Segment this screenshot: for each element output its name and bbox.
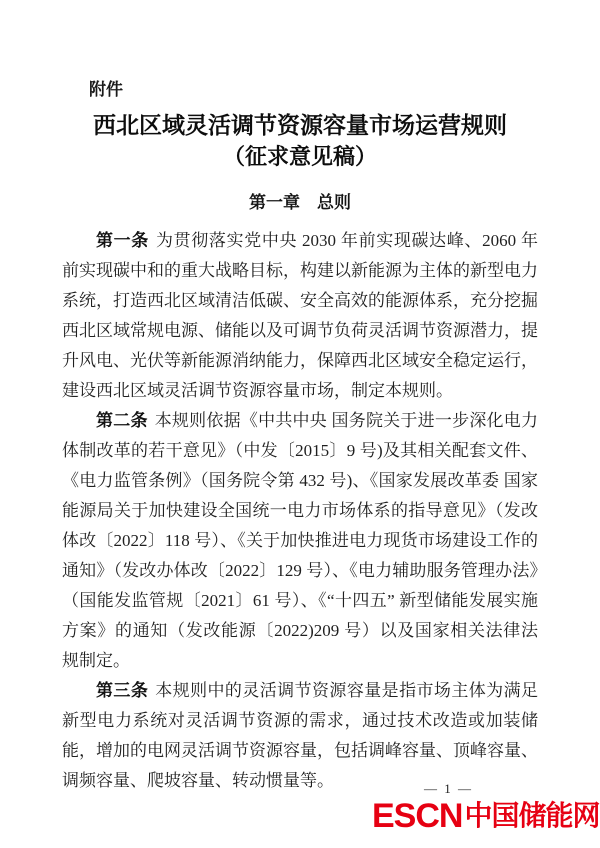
article-1-text: 为贯彻落实党中央 2030 年前实现碳达峰、2060 年前实现碳中和的重大战略目标，构建以新能源为主体的新型电力系统，打造西北区域清洁低碳、安全高效的能源体系，充分挖掘西北区域常规电源、储能以及可调节负荷灵活调节资源潜力，提升风电、光伏等新能源消纳能力，保障西北区域安全稳定运行，建设西北区域灵活调节资源容量市场，制定本规则。 <box>62 231 539 400</box>
escn-logo <box>372 799 599 833</box>
paragraph-article-3 <box>62 676 538 796</box>
document-body <box>62 226 538 796</box>
article-1-number: 第一条 <box>96 231 149 250</box>
escn-logo-chinese: 中国储能网 <box>464 800 600 831</box>
chapter-heading: 第一章 总则 <box>249 193 351 212</box>
page-number: — 1 — <box>424 781 473 796</box>
article-3-number: 第三条 <box>96 681 149 700</box>
document-title: 西北区域灵活调节资源容量市场运营规则 <box>93 113 507 138</box>
article-3-text: 本规则中的灵活调节资源容量是指市场主体为满足新型电力系统对灵活调节资源的需求，通过技术改造或加装储能，增加的电网灵活调节资源容量，包括调峰容量、顶峰容量、调频容量、爬坡容量、转动惯量等。 <box>62 681 538 790</box>
article-2-text: 本规则依据《中共中央 国务院关于进一步深化电力体制改革的若干意见》（中发〔2015〕9 号)及其相关配套文件、《电力监管条例》（国务院令第 432 号)、《国家发展改革委 国家能源局关于加快建设全国统一电力市场体系的指导意见》（发改体改〔2022〕118 号）、《关于加快推进电力现货市场建设工作的通知》（发改办体改〔2022〕129 号）、《电力辅助服务管理办法》（国能发监管规〔2021〕61 号）、《“十四五” 新型储能发展实施方案》的通知（发改能源〔2022)209 号）以及国家相关法律法规制定。 <box>62 411 539 670</box>
document-subtitle: （征求意见稿） <box>222 144 377 169</box>
article-2-number: 第二条 <box>96 411 148 430</box>
escn-logo-latin: ESCN <box>372 797 463 835</box>
paragraph-article-2 <box>62 406 538 676</box>
attachment-label: 附件 <box>89 80 123 99</box>
paragraph-article-1 <box>62 226 538 406</box>
